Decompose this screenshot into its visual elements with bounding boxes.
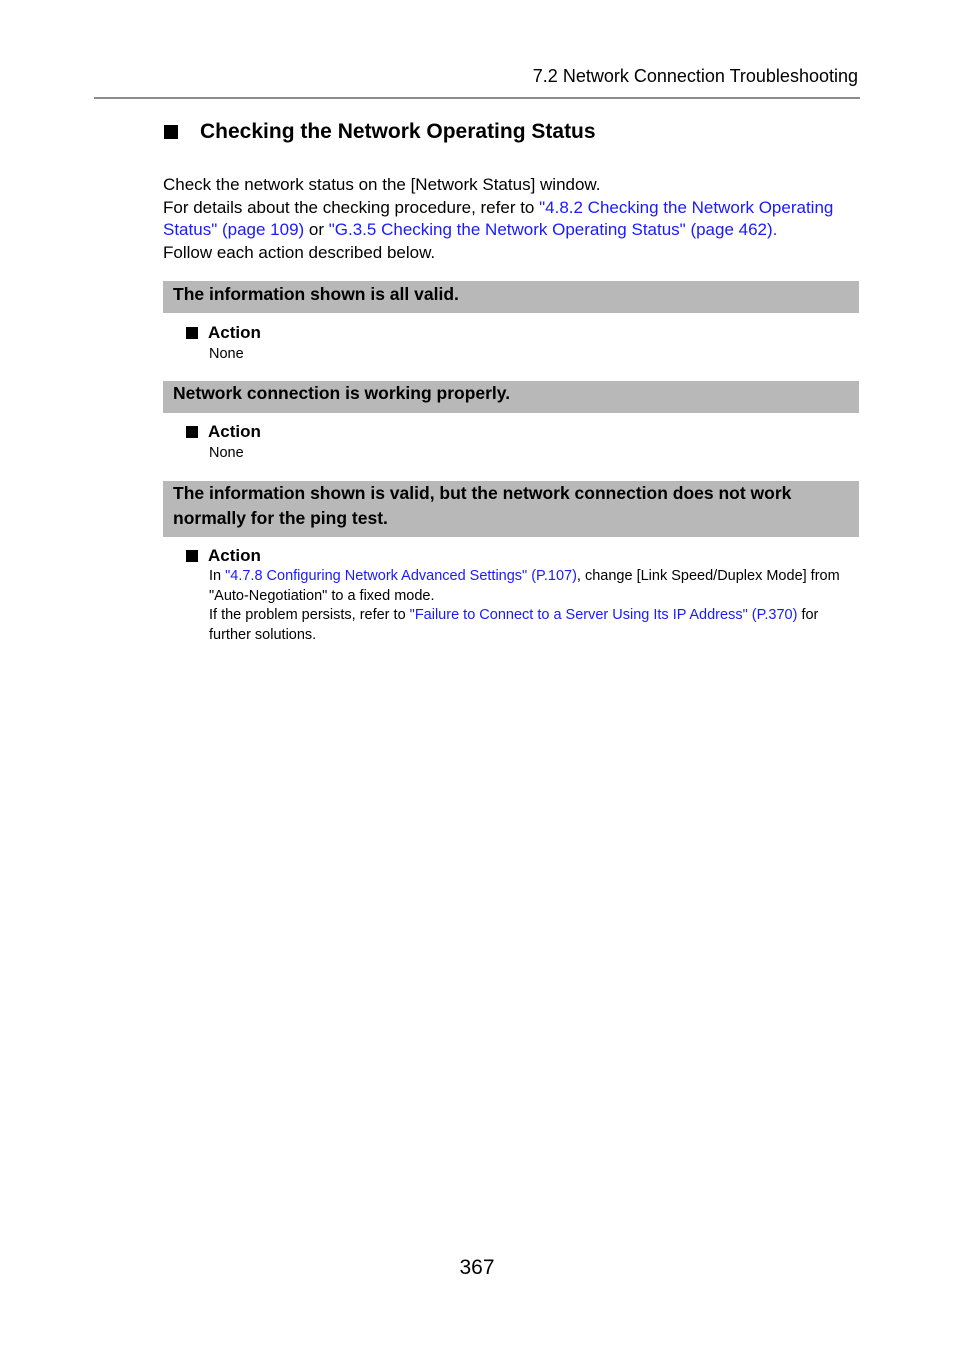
- running-header: 7.2 Network Connection Troubleshooting: [532, 66, 858, 86]
- case-heading-working-properly: Network connection is working properly.: [163, 381, 859, 413]
- link-4-8-2[interactable]: "4.8.2 Checking the Network Operating Status" (page 109): [163, 197, 834, 239]
- intro-line-2-mid: or: [304, 220, 329, 239]
- action-p1-suffix: , change [Link Speed/Duplex Mode] from "Auto-Negotiation" to a fixed mode.: [209, 568, 840, 604]
- action-label: [186, 545, 261, 567]
- action-label-text: Action: [208, 323, 261, 342]
- square-bullet-icon: [186, 426, 198, 438]
- action-label-text: Action: [208, 422, 261, 441]
- section-title: Checking the Network Operating Status: [200, 120, 596, 143]
- case-heading-ping-test: The information shown is valid, but the network connection does not work normally for the ping test.: [163, 481, 859, 537]
- action-p2-prefix: If the problem persists, refer to: [209, 607, 410, 623]
- square-bullet-icon: [186, 327, 198, 339]
- action-text: [209, 567, 859, 645]
- link-failure-to-connect[interactable]: "Failure to Connect to a Server Using Its IP Address" (P.370): [409, 607, 798, 623]
- link-g-3-5[interactable]: "G.3.5 Checking the Network Operating Status" (page 462).: [328, 220, 778, 239]
- action-label: [186, 421, 261, 443]
- link-4-7-8[interactable]: "4.7.8 Configuring Network Advanced Settings" (P.107): [225, 568, 577, 584]
- intro-line-3: Follow each action described below.: [163, 242, 436, 262]
- section-heading: [164, 118, 596, 146]
- action-label: [186, 322, 261, 344]
- action-text: None: [209, 346, 244, 362]
- action-p2-suffix: for further solutions.: [209, 607, 819, 643]
- action-label-text: Action: [208, 546, 261, 565]
- action-p1-prefix: In: [209, 568, 226, 584]
- page-number: 367: [459, 1256, 495, 1279]
- square-bullet-icon: [164, 125, 178, 139]
- case-heading-all-valid: The information shown is all valid.: [163, 281, 859, 313]
- intro-line-1: Check the network status on the [Network Status] window.: [163, 175, 601, 194]
- intro-line-2: [163, 197, 863, 242]
- intro-line-2-prefix: For details about the checking procedure, refer to: [163, 197, 540, 217]
- action-paragraph-2: [209, 606, 859, 645]
- action-text: None: [209, 445, 244, 461]
- intro-text: [163, 174, 863, 264]
- header-rule: [94, 97, 860, 99]
- action-paragraph-1: [209, 567, 859, 606]
- square-bullet-icon: [186, 550, 198, 562]
